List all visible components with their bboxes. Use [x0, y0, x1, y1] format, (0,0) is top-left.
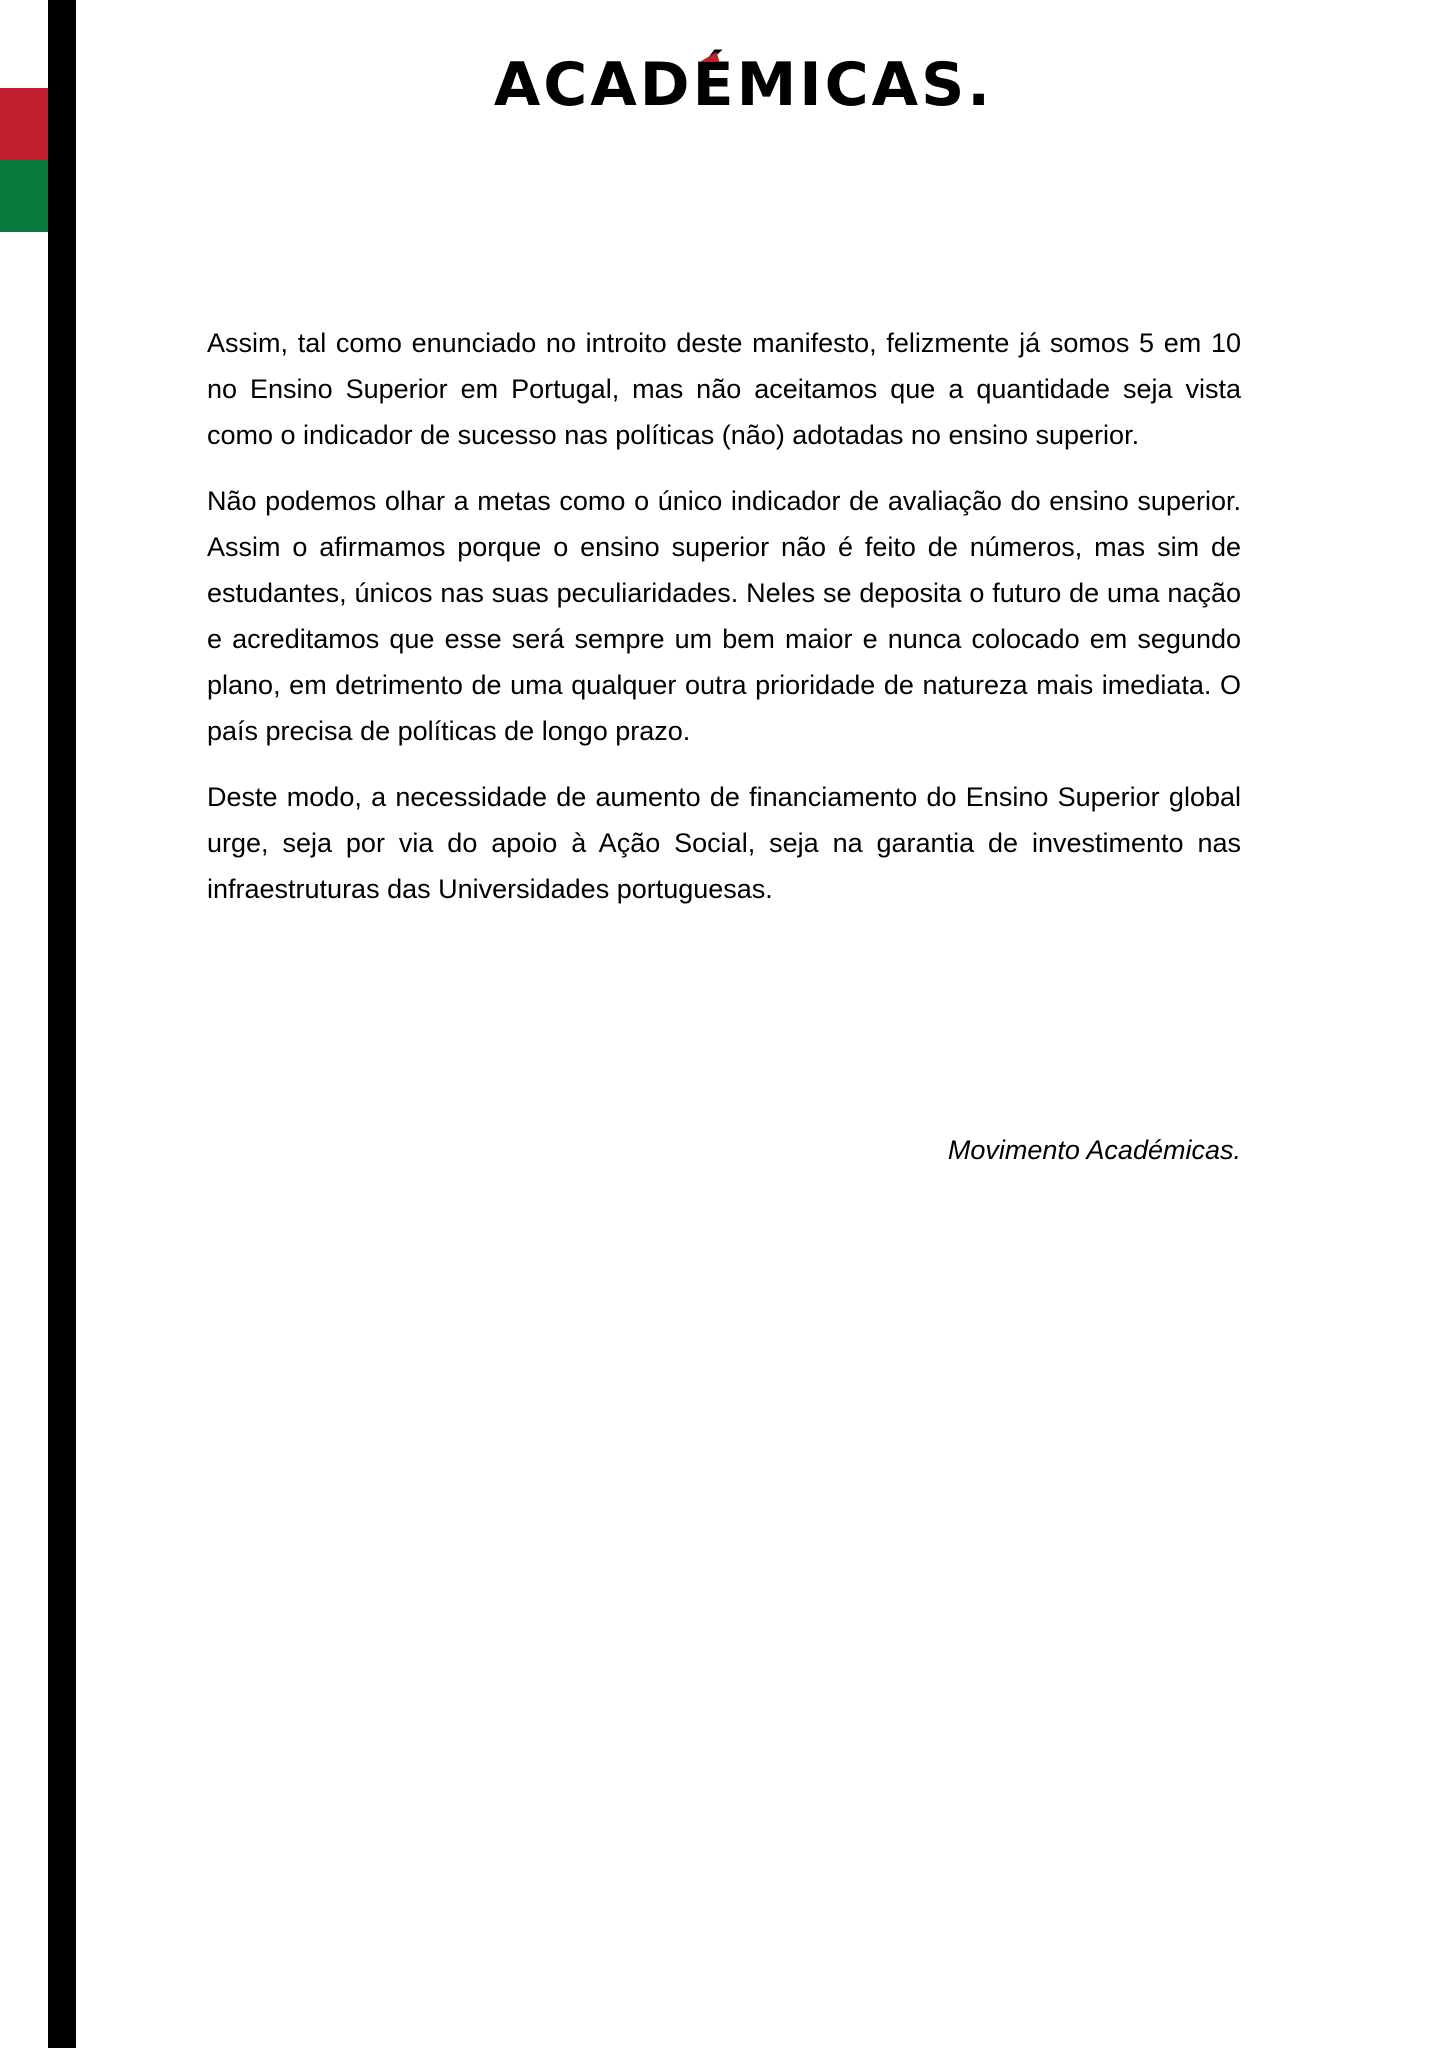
document-body: [207, 320, 1241, 932]
logo-accent-letter: [693, 50, 737, 120]
paragraph-1: Assim, tal como enunciado no introito deste manifesto, felizmente já somos 5 em 10 no Ensino Superior em Portugal, mas não aceitamos que a quantidade seja vista como o indicador de sucesso nas políticas (não) adotadas no ensino superior.: [207, 328, 1241, 450]
side-band-green: [0, 160, 48, 232]
logo-text-start: ACAD: [493, 50, 693, 120]
paragraph-2: Não podemos olhar a metas como o único indicador de avaliação do ensino superior. Assim o afirmamos porque o ensino superior não é feito de números, mas sim de estudantes, únicos nas suas peculiaridades. Neles se deposita o futuro de uma nação e acreditamos que esse será sempre um bem maior e nunca colocado em segundo plano, em detrimento de uma qualquer outra prioridade de natureza mais imediata. O país precisa de políticas de longo prazo.: [207, 486, 1241, 746]
logo: [0, 50, 1447, 120]
side-black-bar: [48, 0, 76, 2048]
signature: Movimento Académicas.: [947, 1135, 1241, 1165]
logo-accent-letter-text: É: [692, 50, 737, 120]
paragraph-3: Deste modo, a necessidade de aumento de financiamento do Ensino Superior global urge, seja por via do apoio à Ação Social, seja na garantia de investimento nas infraestruturas das Universidades portuguesas.: [207, 782, 1241, 904]
logo-text-end: MICAS.: [736, 50, 994, 120]
